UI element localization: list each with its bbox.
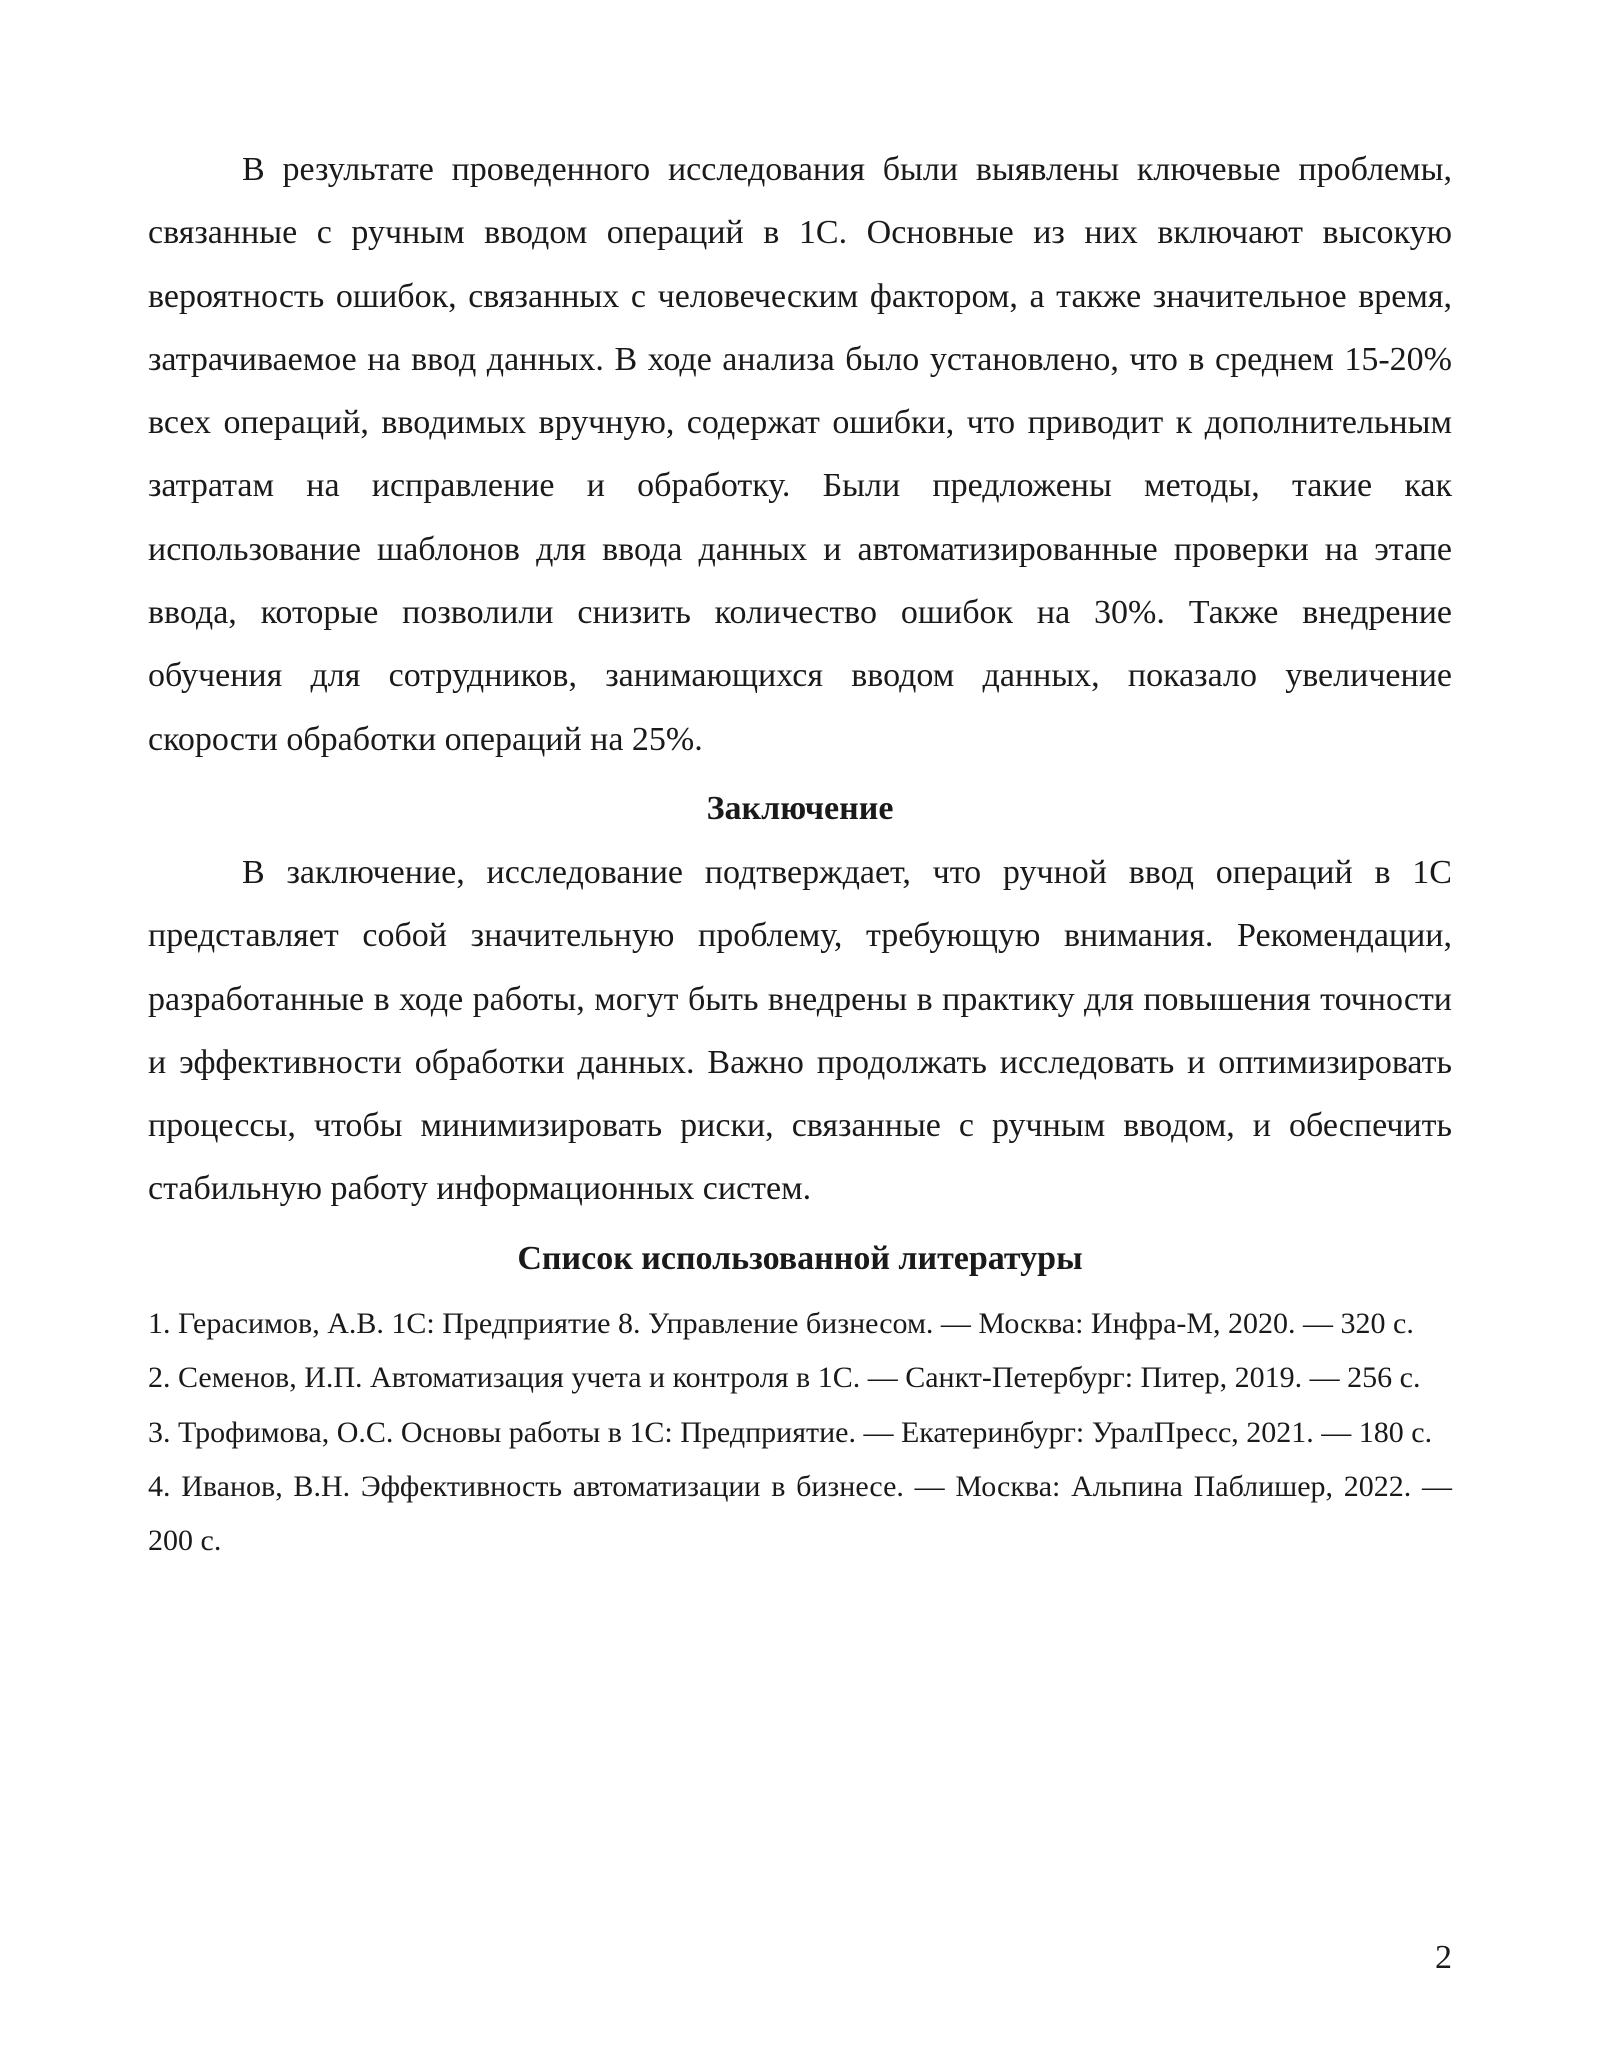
reference-item: 4. Иванов, В.Н. Эффективность автоматизации в бизнесе. — Москва: Альпина Паблишер, 2022. — 200 с. [148, 1469, 1452, 1558]
conclusion-paragraph: В заключение, исследование подтверждает, что ручной ввод операций в 1С представляет собой значительную проблему, требующую внимания. Рекомендации, разработанные в ходе работы, могут быть внедрены в практику для повышения точности и эффективности обработки данных. Важно продолжать исследовать и оптимизировать процессы, чтобы минимизировать риски, связанные с ручным вводом, и обеспечить стабильную работу информационных систем. [148, 853, 1452, 1208]
references-heading: Список использованной литературы [517, 1239, 1083, 1277]
page-number: 2 [1435, 1939, 1452, 1976]
document-page [148, 138, 1452, 1569]
results-paragraph: В результате проведенного исследования были выявлены ключевые проблемы, связанные с ручным вводом операций в 1С. Основные из них включают высокую вероятность ошибок, связанных с человеческим фактором, а также значительное время, затрачиваемое на ввод данных. В ходе анализа было установлено, что в среднем 15-20% всех операций, вводимых вручную, содержат ошибки, что приводит к дополнительным затратам на исправление и обработку. Были предложены методы, такие как использование шаблонов для ввода данных и автоматизированные проверки на этапе ввода, которые позволили снизить количество ошибок на 30%. Также внедрение обучения для сотрудников, занимающихся вводом данных, показало увеличение скорости обработки операций на 25%. [148, 151, 1452, 758]
reference-item: 1. Герасимов, А.В. 1С: Предприятие 8. Управление бизнесом. — Москва: Инфра-М, 2020. — 320 с. [148, 1306, 1414, 1340]
conclusion-heading: Заключение [706, 789, 894, 827]
reference-item: 3. Трофимова, О.С. Основы работы в 1С: Предприятие. — Екатеринбург: УралПресс, 2021. — 180 с. [148, 1415, 1433, 1449]
reference-item: 2. Семенов, И.П. Автоматизация учета и контроля в 1С. — Санкт-Петербург: Питер, 2019. — 256 с. [148, 1361, 1421, 1395]
references-list [148, 1297, 1452, 1569]
